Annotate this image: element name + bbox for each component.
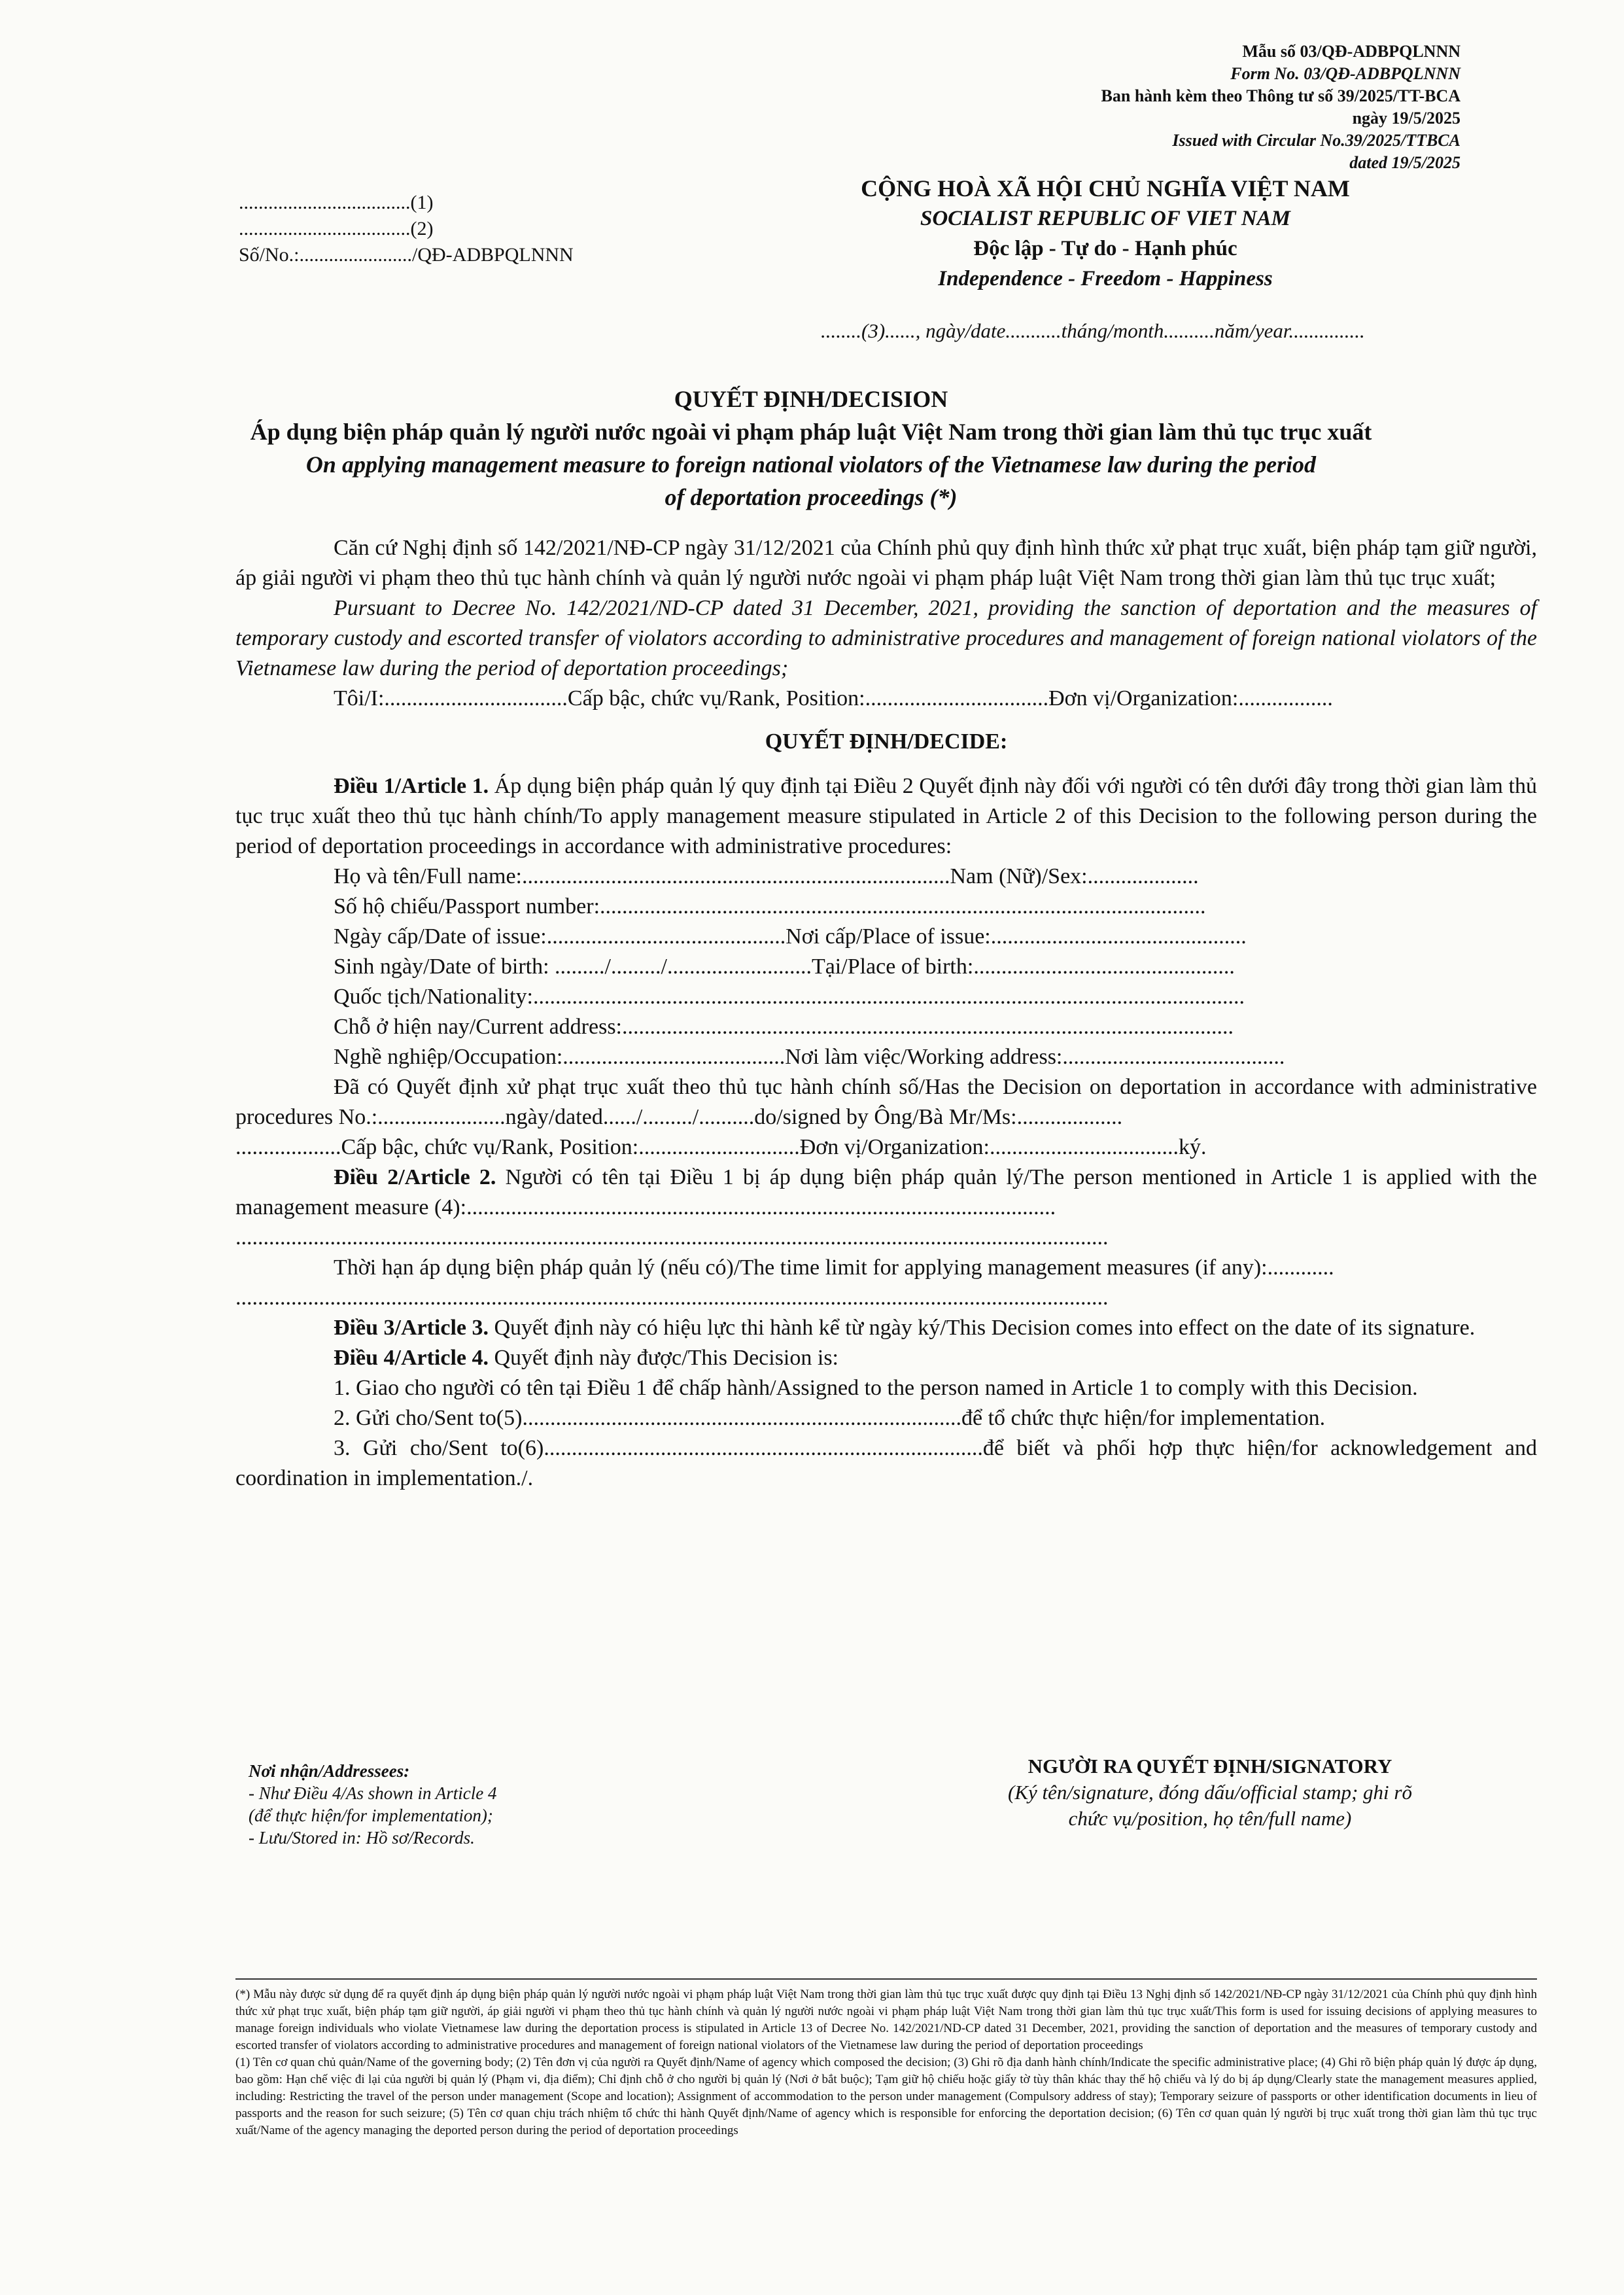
decide-heading: QUYẾT ĐỊNH/DECIDE: [765, 729, 1008, 754]
date-of-issue-field: Ngày cấp/Date of issue:...........................................Nơi cấp/Place of issue:.............................................. [334, 924, 1247, 949]
article-4-label: Điều 4/Article 4. [334, 1346, 489, 1370]
addressees-title: Nơi nhận/Addressees: [249, 1761, 410, 1781]
passport-number-field: Số hộ chiếu/Passport number:............................................................................................................. [334, 894, 1206, 919]
full-name-field: Họ và tên/Full name:.............................................................................Nam (Nữ)/Sex:.................... [334, 864, 1199, 888]
decision-body [235, 533, 1537, 1494]
article-3 [235, 1313, 1537, 1343]
country-name-vi: CỘNG HOÀ XÃ HỘI CHỦ NGHĨA VIỆT NAM [861, 175, 1350, 201]
form-number-vi: Mẫu số 03/QĐ-ADBPQLNNN [1242, 42, 1460, 61]
footnote-numbered: (1) Tên cơ quan chủ quản/Name of the governing body; (2) Tên đơn vị của người ra Quyết định/Name of agency which composed the decision; (3) Ghi rõ địa danh hành chính/Indicate the specific administrative place; (4) Ghi rõ biện pháp quản lý được áp dụng, bao gồm: Hạn chế việc đi lại của người bị quản lý (Phạm vi, địa điểm); Chỉ định chỗ ở cho người bị quản lý (Nơi ở bắt buộc); Tạm giữ hộ chiếu hoặc giấy tờ tùy thân khác thay thế hộ chiếu và lý do bị áp dụng/Clearly state the management measures applied, including: Restricting the travel of the person under management (Scope and location); Assignment of accommodation to the person under management (Compulsory address of stay); Temporary seizure of passports or other identification documents in lieu of passports and the reason for such seizure; (5) Tên cơ quan chịu trách nhiệm tổ chức thi hành Quyết định/Name of agency which is responsible for enforcing the deportation decision; (6) Tên cơ quan quản lý người bị trục xuất trong thời gian làm thủ tục trục xuất/Name of the agency managing the deported person during the period of deportation proceedings [235, 2056, 1537, 2137]
article-4-item-1: 1. Giao cho người có tên tại Điều 1 để chấp hành/Assigned to the person named in Article 1 to comply with this Decision. [334, 1376, 1418, 1400]
document-title [196, 383, 1426, 514]
rank-position-field: ...................Cấp bậc, chức vụ/Rank, Position:.............................Đơn vị/Organization:..................................ký. [235, 1135, 1207, 1159]
form-number-en: Form No. 03/QĐ-ADBPQLNNN [1230, 64, 1460, 83]
title-subject-vi: Áp dụng biện pháp quản lý người nước ngoài vi phạm pháp luật Việt Nam trong thời gian làm thủ tục trục xuất [250, 419, 1372, 445]
article-2 [235, 1163, 1537, 1223]
signatory-instruction-2: chức vụ/position, họ tên/full name) [1068, 1807, 1352, 1830]
circular-date-en: dated 19/5/2025 [1349, 153, 1460, 172]
article-1-text: Áp dụng biện pháp quản lý quy định tại Điều 2 Quyết định này đối với người có tên dưới đây trong thời gian làm thủ tục trục xuất theo thủ tục hành chính/To apply management measure stipulated in Article 2 of this Decision to the following person during the period of deportation proceedings in accordance with administrative procedures: [235, 774, 1537, 858]
article-1 [235, 771, 1537, 862]
circular-date-vi: ngày 19/5/2025 [1352, 109, 1460, 128]
place-date-line: ........(3)......, ngày/date...........tháng/month..........năm/year............... [821, 319, 1365, 342]
agency-field: ...................................(2) [239, 218, 434, 239]
article-4-text: Quyết định này được/This Decision is: [489, 1346, 839, 1370]
signer-identity-line: Tôi/I:.................................Cấp bậc, chức vụ/Rank, Position:.................................Đơn vị/Organization:................. [334, 686, 1333, 710]
time-limit-dotted-line: ............................................................................................................................................................. [235, 1286, 1109, 1310]
issuing-agency-block [239, 190, 574, 268]
occupation-field: Nghề nghiệp/Occupation:........................................Nơi làm việc/Working address:........................................ [334, 1045, 1285, 1069]
article-4-item-3: 3. Gửi cho/Sent to(6)...............................................................................để biết và phối hợp thực hiện/for acknowledgement and coordination in implementation./. [235, 1436, 1537, 1490]
motto-en: Independence - Freedom - Happiness [938, 267, 1273, 290]
footnotes [235, 1986, 1537, 2139]
addressees-block [249, 1760, 496, 1849]
signatory-instruction-1: (Ký tên/signature, đóng dấu/official stamp; ghi rõ [1008, 1781, 1412, 1804]
title-decision: QUYẾT ĐỊNH/DECISION [674, 386, 948, 412]
country-name-en: SOCIALIST REPUBLIC OF VIET NAM [920, 207, 1291, 230]
footnote-divider [235, 1978, 1537, 1980]
legal-basis-en: Pursuant to Decree No. 142/2021/ND-CP dated 31 December, 2021, providing the sanction of deportation and the measures of temporary custody and escorted transfer of violators according to administrative procedures and management of foreign national violators of the Vietnamese law during the period of deportation proceedings; [235, 596, 1537, 680]
motto-vi: Độc lập - Tự do - Hạnh phúc [973, 237, 1237, 260]
decision-number-field: Số/No.:......................./QĐ-ADBPQLNNN [239, 244, 574, 266]
signatory-title: NGƯỜI RA QUYẾT ĐỊNH/SIGNATORY [1028, 1755, 1392, 1778]
deportation-decision-field: Đã có Quyết định xử phạt trục xuất theo thủ tục hành chính số/Has the Decision on deportation in accordance with administrative procedures No.:.......................ngày/dated....../........./..........do/signed by Ông/Bà Mr/Ms:................... [235, 1075, 1537, 1129]
signatory-block [916, 1753, 1504, 1832]
article-4-item-2: 2. Gửi cho/Sent to(5)...............................................................................để tổ chức thực hiện/for implementation. [334, 1406, 1326, 1430]
title-subject-en-2: of deportation proceedings (*) [665, 484, 958, 510]
circular-en: Issued with Circular No.39/2025/TTBCA [1172, 131, 1460, 150]
article-1-label: Điều 1/Article 1. [334, 774, 489, 798]
circular-vi: Ban hành kèm theo Thông tư số 39/2025/TT-BCA [1101, 86, 1460, 105]
addressee-records: - Lưu/Stored in: Hồ sơ/Records. [249, 1828, 475, 1848]
time-limit-field: Thời hạn áp dụng biện pháp quản lý (nếu có)/The time limit for applying management measures (if any):............ [334, 1255, 1334, 1280]
legal-basis-vi: Căn cứ Nghị định số 142/2021/NĐ-CP ngày 31/12/2021 của Chính phủ quy định hình thức xử phạt trục xuất, biện pháp tạm giữ người, áp giải người vi phạm theo thủ tục hành chính và quản lý người nước ngoài vi phạm pháp luật Việt Nam trong thời gian làm thủ tục trục xuất; [235, 536, 1537, 590]
date-of-birth-field: Sinh ngày/Date of birth: ........./........./..........................Tại/Place of birth:............................................... [334, 955, 1235, 979]
form-number-block [1101, 41, 1460, 174]
article-2-text: Người có tên tại Điều 1 bị áp dụng biện pháp quản lý/The person mentioned in Article 1 is applied with the management measure (4):.......................................................................................................... [235, 1165, 1537, 1219]
addressee-1-note: (để thực hiện/for implementation); [249, 1806, 493, 1825]
footnote-star: (*) Mẫu này được sử dụng để ra quyết định áp dụng biện pháp quản lý người nước ngoài vi phạm pháp luật Việt Nam trong thời gian làm thủ tục trục xuất được quy định tại Điều 13 Nghị định số 142/2021/NĐ-CP ngày 31/12/2021 của Chính phủ quy định hình thức xử phạt trục xuất, biện pháp tạm giữ người, áp giải người vi phạm theo thủ tục hành chính và quản lý người nước ngoài vi phạm pháp luật Việt Nam trong thời gian làm thủ tục trục xuất/This form is used for issuing decisions of applying measures to manage foreign individuals who violate Vietnamese law during the deportation process is stipulated in Article 13 of Decree No. 142/2021/ND-CP dated 31 December, 2021, providing the sanction of deportation and the measures of temporary custody and escorted transfer of violators according to administrative procedures and management of foreign national violators of the Vietnamese law during the period of deportation proceedings [235, 1988, 1537, 2052]
article-2-dotted-line: ............................................................................................................................................................. [235, 1225, 1109, 1250]
article-2-label: Điều 2/Article 2. [334, 1165, 496, 1189]
current-address-field: Chỗ ở hiện nay/Current address:.............................................................................................................. [334, 1015, 1234, 1039]
article-4 [235, 1343, 1537, 1373]
governing-body-field: ...................................(1) [239, 192, 434, 213]
addressee-1: - Như Điều 4/As shown in Article 4 [249, 1783, 497, 1803]
national-header [837, 173, 1373, 294]
nationality-field: Quốc tịch/Nationality:................................................................................................................................ [334, 985, 1245, 1009]
title-subject-en: On applying management measure to foreign national violators of the Vietnamese law during the period [305, 451, 1317, 478]
article-3-text: Quyết định này có hiệu lực thi hành kể từ ngày ký/This Decision comes into effect on the date of its signature. [489, 1316, 1476, 1340]
article-3-label: Điều 3/Article 3. [334, 1316, 489, 1340]
